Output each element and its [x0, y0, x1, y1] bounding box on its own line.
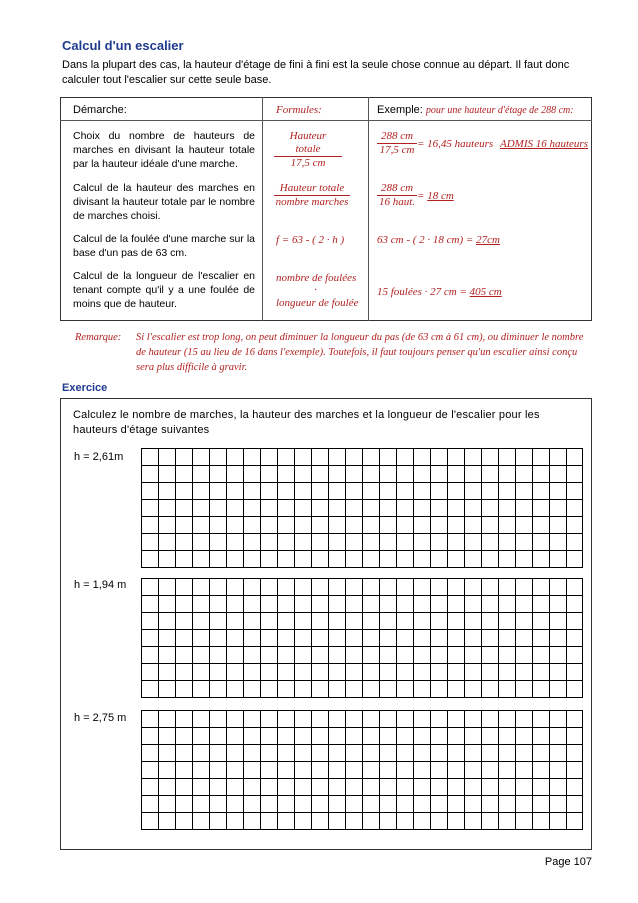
row2-ex-result-line	[417, 189, 454, 203]
header-exemple	[377, 103, 574, 118]
answer-grid[interactable]	[141, 710, 583, 830]
remark-text: Si l'escalier est trop long, on peut diminuer la longueur du pas (de 63 cm à 61 cm), ou diminuer le nombre de hauteur (15 au lieu de 16 dans l'exemple). Toutefois, il faut toujours penser qu'un escalier ainsi conçu sera plus difficile à gravir.	[136, 332, 584, 373]
row2-ex-result: 18 cm	[427, 190, 454, 202]
row1-formula-num: Hauteur totale	[274, 130, 342, 157]
row2-formula	[274, 182, 350, 209]
row1-ex-admis: ADMIS 16 hauteurs	[500, 138, 588, 150]
row1-formula-den: 17,5 cm	[290, 157, 326, 169]
row1-ex-den: 17,5 cm	[379, 144, 415, 156]
intro-paragraph: Dans la plupart des cas, la hauteur d'étage de fini à fini est la seule chose connue au départ. Il faut donc calculer tout l'escalier sur cette seule base.	[62, 59, 570, 86]
row4-demarche: Calcul de la longueur de l'escalier en tenant compte qu'il y a une foulée de moins que de hauteur.	[73, 270, 255, 310]
row1-ex-num: 288 cm	[377, 130, 417, 144]
row4-formula-line2: ·	[314, 284, 317, 296]
row4-example	[377, 285, 502, 299]
row4-ex-text: 15 foulées · 27 cm =	[377, 286, 467, 298]
row2-ex-eq: =	[417, 190, 425, 202]
header-exemple-label: Exemple:	[377, 104, 423, 116]
header-demarche: Démarche:	[73, 104, 127, 116]
remark-label: Remarque:	[75, 332, 122, 343]
row3-example	[377, 233, 500, 247]
header-formules: Formules:	[276, 104, 322, 116]
header-divider	[60, 120, 592, 121]
row3-ex-result: 27cm	[476, 234, 500, 246]
exercise-item-label: h = 2,75 m	[74, 712, 127, 724]
row2-ex-den: 16 haut.	[378, 196, 416, 208]
row3-ex-text: 63 cm - ( 2 · 18 cm) =	[377, 234, 474, 246]
row1-ex-result: = 16,45 hauteurs	[417, 138, 494, 150]
page-title: Calcul d'un escalier	[62, 38, 184, 53]
row1-formula	[274, 130, 342, 170]
page-number: Page 107	[544, 856, 592, 868]
exercise-item-label: h = 1,94 m	[74, 579, 127, 591]
row2-ex-num: 288 cm	[377, 182, 417, 196]
header-exemple-note: pour une hauteur d'étage de 288 cm:	[425, 105, 574, 116]
row2-demarche: Calcul de la hauteur des marches en divisant la hauteur totale par le nombre de marches choisi.	[73, 182, 255, 222]
row4-formula-line3: longueur de foulée	[276, 297, 359, 309]
exercise-title: Exercice	[62, 382, 108, 394]
row3-formula: f = 63 - ( 2 · h )	[276, 234, 345, 246]
row1-demarche: Choix du nombre de hauteurs de marches en divisant la hauteur totale par la hauteur idéale d'une marche.	[73, 130, 255, 170]
column-divider	[368, 97, 369, 321]
row2-example	[377, 182, 417, 209]
row4-ex-result: 405 cm	[469, 286, 502, 298]
row2-formula-num: Hauteur totale	[274, 182, 350, 196]
exercise-item-label: h = 2,61m	[74, 451, 124, 463]
column-divider	[262, 97, 263, 321]
answer-grid[interactable]	[141, 448, 583, 568]
row4-formula-line1: nombre de foulées	[276, 272, 357, 284]
exercise-task: Calculez le nombre de marches, la hauteur des marches et la longueur de l'escalier pour les hauteurs d'étage suivantes	[73, 409, 540, 436]
row1-example	[377, 130, 417, 157]
row3-demarche: Calcul de la foulée d'une marche sur la base d'un pas de 63 cm.	[73, 233, 255, 259]
row2-formula-den: nombre marches	[275, 196, 349, 208]
answer-grid[interactable]	[141, 578, 583, 698]
